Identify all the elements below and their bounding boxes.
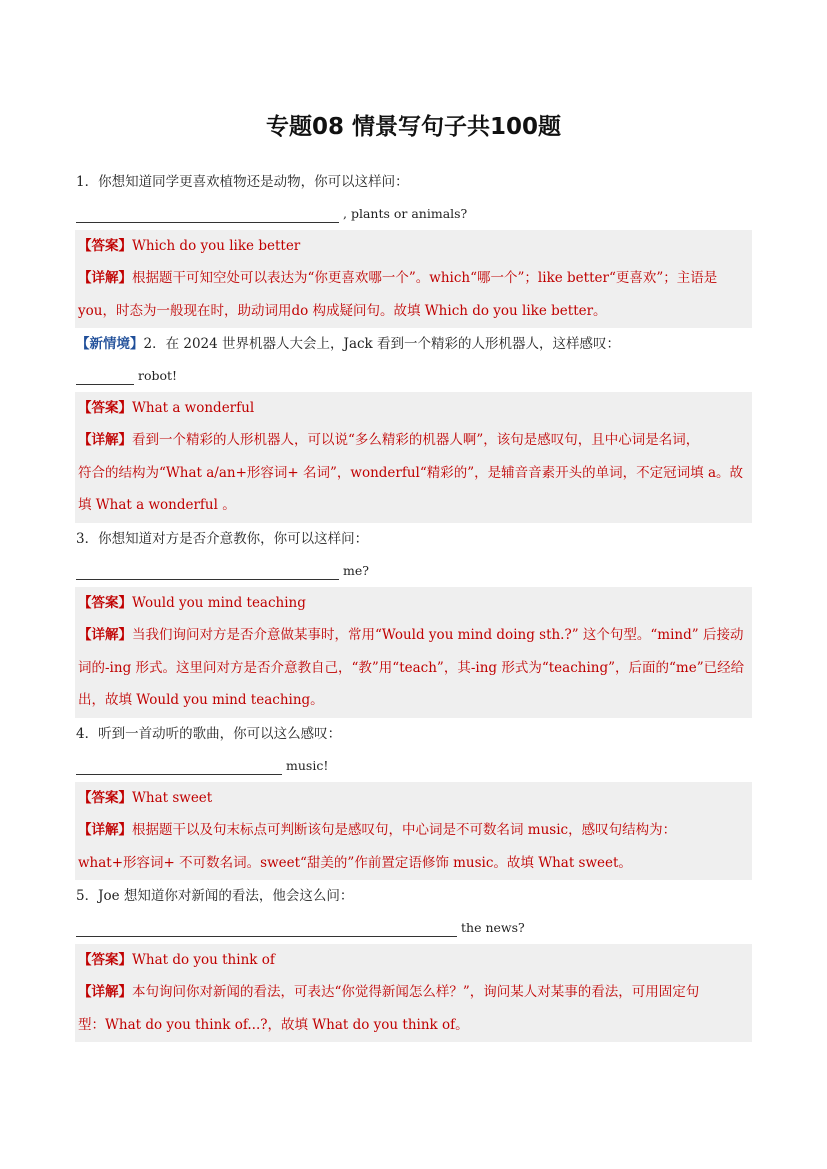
question-3-answer-box [75, 587, 752, 718]
question-5-answer-box [75, 944, 752, 1042]
document-title: 专题08 情景写句子共100题 [265, 114, 562, 140]
question-2-answer-box [75, 392, 752, 523]
question-5-prompt: 5．Joe 想知道你对新闻的看法，他会这么问： [76, 888, 354, 904]
answer-blank [76, 565, 339, 580]
question-2-prompt: 【新情境】2．在 2024 世界机器人大会上，Jack 看到一个精彩的人形机器人，这样感叹： [76, 336, 621, 352]
answer-line: 【答案】Would you mind teaching [78, 595, 306, 611]
answer-line: 【答案】What do you think of [78, 952, 275, 968]
question-1-answer-box [75, 230, 752, 328]
new-context-tag: 【新情境】 [76, 336, 144, 352]
detail-text: 【详解】当我们询问对方是否介意做某事时，常用“Would you mind doing sth.?” 这个句型。“mind” 后接动 词的-ing 形式。这里问对方是否介意教自己，“教”用“teach”，其-ing 形式为“teaching”，后面的“me”已经给 出，故填 Would you mind teaching。 [78, 627, 745, 708]
answer-blank [76, 922, 457, 937]
question-3-prompt: 3．你想知道对方是否介意教你，你可以这样问： [76, 531, 369, 547]
detail-text: 【详解】根据题干可知空处可以表达为“你更喜欢哪一个”。which“哪一个”；like better“更喜欢”；主语是 you，时态为一般现在时，助动词用do 构成疑问句。故填 Which do you like better。 [78, 270, 718, 319]
question-4-answer-box [75, 782, 752, 880]
detail-text: 【详解】根据题干以及句末标点可判断该句是感叹句，中心词是不可数名词 music，感叹句结构为： what+形容词+ 不可数名词。sweet“甜美的”作前置定语修饰 music。故填 What sweet。 [78, 822, 677, 871]
question-4-prompt: 4．听到一首动听的歌曲，你可以这么感叹： [76, 726, 342, 742]
answer-line: 【答案】What sweet [78, 790, 213, 806]
answer-blank [76, 760, 282, 775]
question-5-line: the news? [76, 919, 525, 937]
answer-line: 【答案】Which do you like better [78, 238, 301, 254]
question-1-line: , plants or animals? [76, 205, 467, 223]
question-1-prompt: 1．你想知道同学更喜欢植物还是动物，你可以这样问： [76, 174, 409, 190]
question-2-line: robot! [76, 367, 177, 385]
answer-blank [76, 208, 339, 223]
question-4-line: music! [76, 757, 328, 775]
detail-text: 【详解】看到一个精彩的人形机器人，可以说“多么精彩的机器人啊”，该句是感叹句，且中心词是名词， 符合的结构为“What a/an+形容词+ 名词”，wonderful“精彩的”，是辅音音素开头的单词，不定冠词填 a。故 填 What a wonderful 。 [78, 432, 744, 513]
detail-text: 【详解】本句询问你对新闻的看法，可表达“你觉得新闻怎么样？”，询问某人对某事的看法，可用固定句 型：What do you think of...?，故填 What do you think of。 [78, 984, 700, 1033]
question-3-line: me? [76, 562, 369, 580]
answer-blank [76, 370, 134, 385]
answer-line: 【答案】What a wonderful [78, 400, 255, 416]
